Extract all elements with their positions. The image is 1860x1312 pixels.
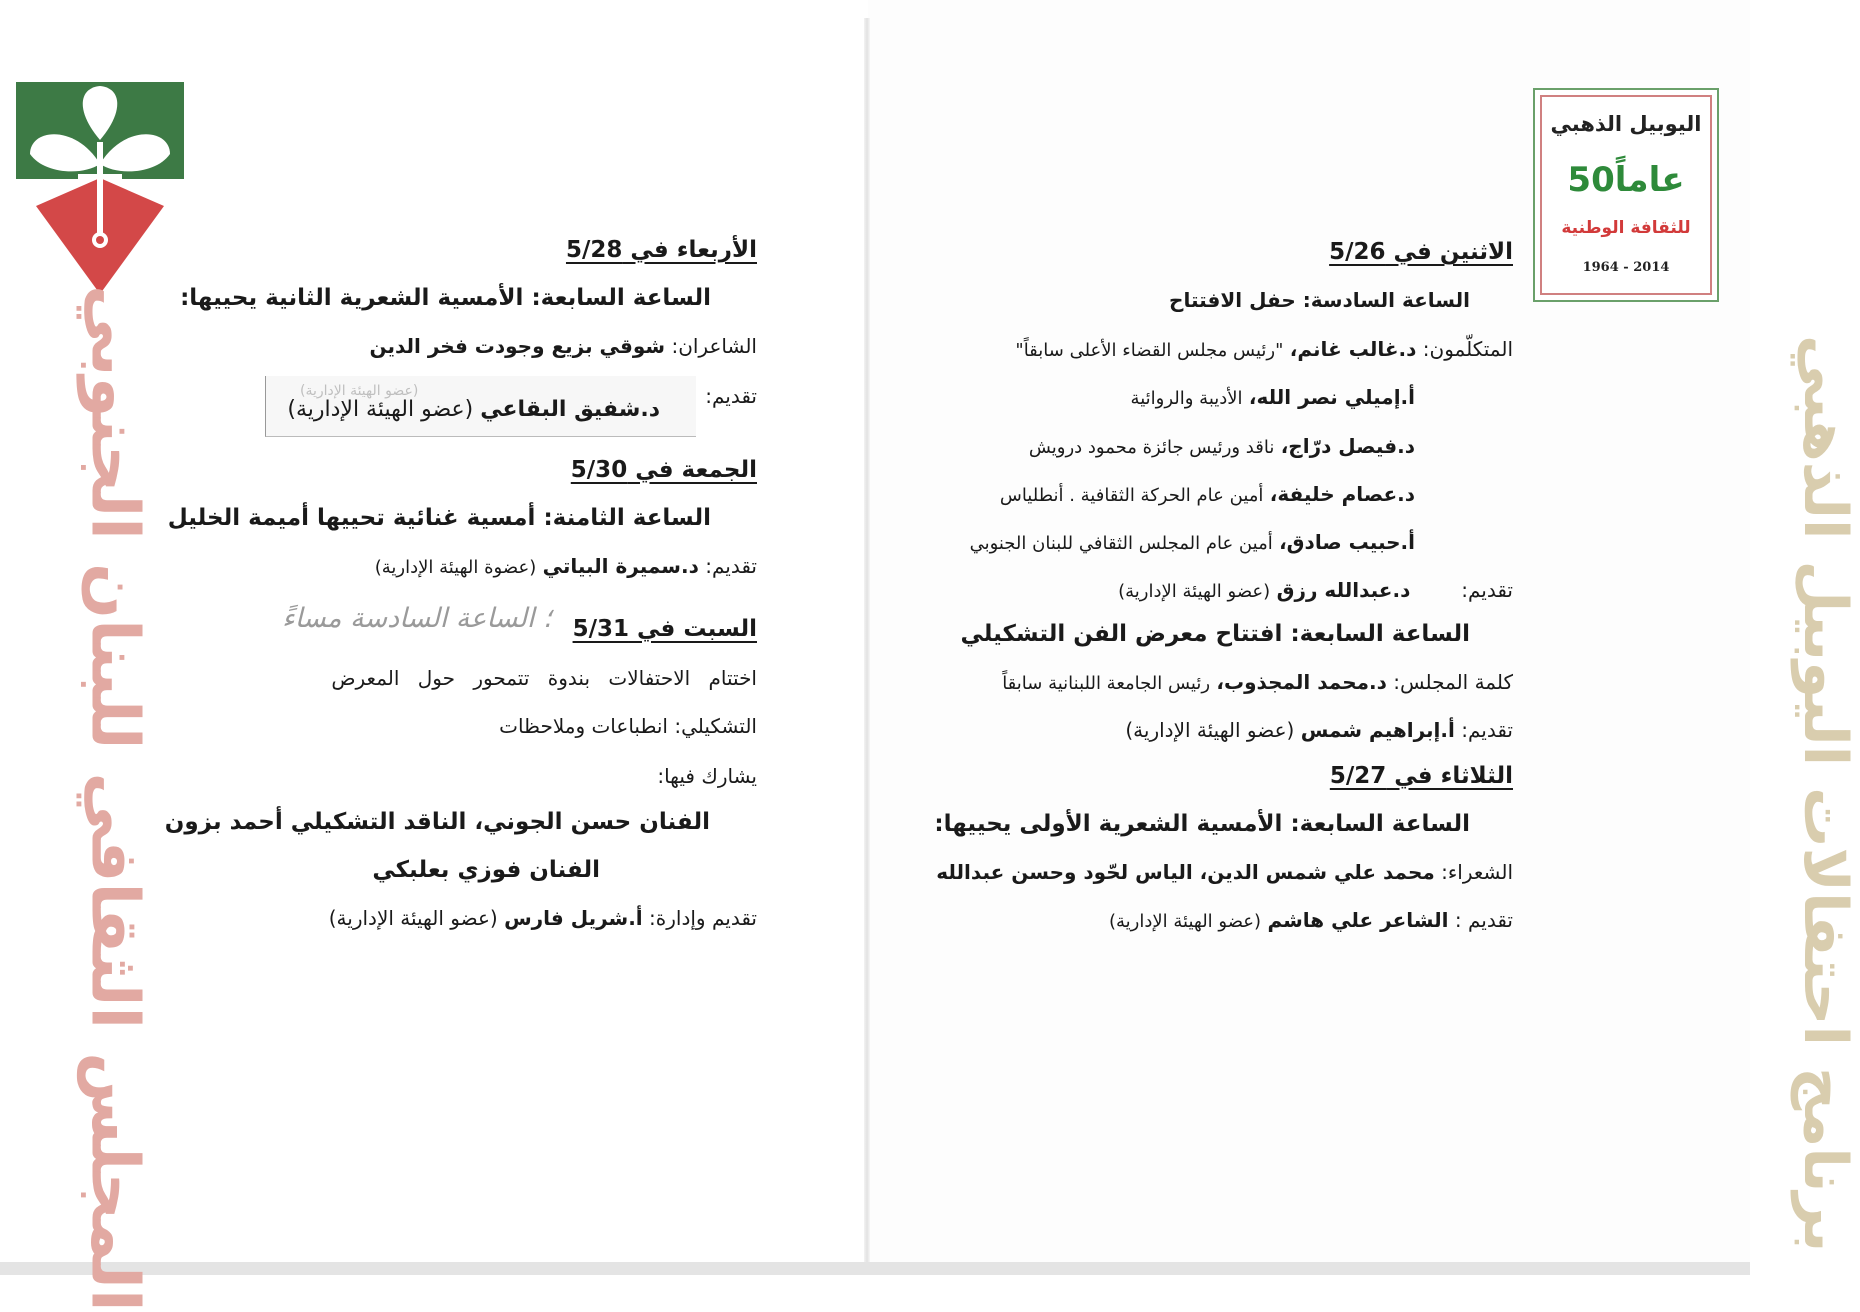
friday-evening: الساعة الثامنة: أمسية غنائية تحييها أميمة الخليل: [167, 505, 711, 531]
tuesday-evening: الساعة السابعة: الأمسية الشعرية الأولى يحييها:: [934, 811, 1470, 837]
wednesday-evening: الساعة السابعة: الأمسية الشعرية الثانية يحييها:: [180, 285, 711, 311]
speaker-1: المتكلّمون: د.غالب غانم، "رئيس مجلس القضاء الأعلى سابقاً": [1015, 337, 1513, 361]
two-poets-line: الشاعران: شوقي بزيع وجودت فخر الدين: [369, 334, 757, 358]
intro-5: تقديم: د.سميرة البياتي (عضوة الهيئة الإدارية): [374, 554, 757, 578]
intro-1: تقديم: د.عبدالله رزق (عضو الهيئة الإدارية): [1118, 578, 1513, 602]
intro-4-label: تقديم:: [705, 384, 757, 408]
handwritten-note: ؛ الساعة السادسة مساءً: [282, 603, 552, 634]
council-speech: كلمة المجلس: د.محمد المجذوب، رئيس الجامعة اللبنانية سابقاً: [1002, 670, 1513, 694]
council-leaf-pen-logo: [16, 82, 184, 294]
jubilee-years: 50عاماً: [1567, 160, 1685, 200]
participants-1: الفنان حسن الجوني، الناقد التشكيلي أحمد بزون: [164, 809, 710, 835]
participants-label: يشارك فيها:: [657, 764, 757, 788]
speaker-5: أ.حبيب صادق، أمين عام المجلس الثقافي للبنان الجنوبي: [969, 530, 1415, 554]
scan-edge: [0, 1262, 1750, 1275]
monday-exhibition: الساعة السابعة: افتتاح معرض الفن التشكيلي: [960, 621, 1470, 647]
participants-2: الفنان فوزي بعلبكي: [372, 857, 600, 883]
intro-6: تقديم وإدارة: أ.شريل فارس (عضو الهيئة الإدارية): [328, 906, 757, 930]
friday-header: الجمعة في 5/30: [570, 457, 757, 483]
poets-line: الشعراء: محمد علي شمس الدين، الياس لحّود وحسن عبدالله: [936, 860, 1513, 884]
jubilee-badge: [1533, 88, 1719, 302]
jubilee-dates: 1964 - 2014: [1582, 260, 1670, 275]
intro-4-ghost-text: (عضو الهيئة الإدارية): [300, 383, 419, 399]
jubilee-subtitle: للثقافة الوطنية: [1561, 218, 1691, 238]
wednesday-header: الأربعاء في 5/28: [565, 237, 757, 263]
speaker-3: د.فيصل درّاج، ناقد ورئيس جائزة محمود درويش: [1028, 434, 1415, 458]
jubilee-title: اليوبيل الذهبي: [1550, 112, 1702, 136]
intro-4: د.شفيق البقاعي (عضو الهيئة الإدارية): [287, 397, 660, 422]
speaker-2: أ.إميلي نصر الله، الأديبة والروائية: [1130, 385, 1415, 409]
saturday-line-2: التشكيلي: انطباعات وملاحظات: [499, 714, 757, 738]
monday-opening: الساعة السادسة: حفل الافتتاح: [1169, 288, 1470, 312]
monday-header: الاثنين في 5/26: [1329, 239, 1513, 265]
intro-2: تقديم: أ.إبراهيم شمس (عضو الهيئة الإدارية): [1125, 718, 1513, 742]
page-fold: [864, 18, 870, 1262]
tuesday-header: الثلاثاء في 5/27: [1329, 763, 1513, 789]
saturday-line-1: اختتام الاحتفالات بندوة تتمحور حول المعرض: [331, 666, 757, 690]
saturday-header: السبت في 5/31: [572, 616, 757, 642]
intro-3: تقديم : الشاعر علي هاشم (عضو الهيئة الإدارية): [1109, 908, 1513, 932]
speaker-4: د.عصام خليفة، أمين عام الحركة الثقافية . أنطلياس: [999, 482, 1415, 506]
